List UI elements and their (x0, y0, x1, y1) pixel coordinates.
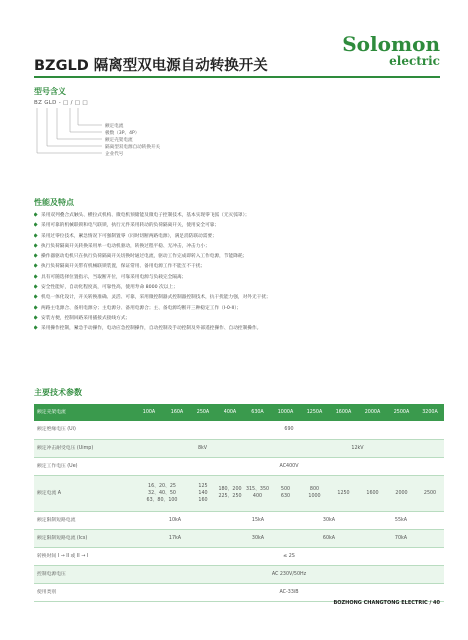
spec-label: 额定冲击耐受电压 (Uimp) (34, 439, 134, 457)
spec-value: AC 230V/50Hz (134, 565, 444, 583)
feature-item: 采用操作控制，紧急手动操作，电动应急控制操作，自动控制及手动控制及外部遥控操作、自动控制操作。 (34, 324, 444, 334)
spec-current: 1250A (300, 404, 329, 421)
spec-value: 16、20、25 32、40、50 63、80、100 (134, 475, 190, 511)
diamond-bullet-icon (34, 274, 38, 278)
spec-table (34, 404, 444, 602)
diamond-bullet-icon (34, 233, 38, 237)
spec-value: 12kV (271, 439, 444, 457)
spec-value: 1250 (329, 475, 358, 511)
spec-label: 使用类别 (34, 583, 134, 601)
spec-value: ≤ 2S (134, 547, 444, 565)
spec-current: 630A (244, 404, 271, 421)
spec-value: 70kA (358, 529, 444, 547)
feature-item: 机电一体化设计，开关转换准确、灵活、可靠，采用微控制器式控制器控制技术，抗干扰能力强，对外无干扰； (34, 293, 444, 303)
feature-item: 安全性能好，自动化程度高，可靠性高，使用寿命 8000 次以上； (34, 283, 444, 293)
feature-item: 执行负荷隔离开关带有机械联锁装置，保证常用、备用电源工作不能互不干扰； (34, 262, 444, 272)
spec-current: 1000A (271, 404, 300, 421)
spec-value: 125 140 160 (190, 475, 216, 511)
model-label: 极数（3P、4P） (105, 131, 140, 136)
spec-label: 控制电源电压 (34, 565, 134, 583)
model-code-tree (0, 0, 468, 200)
spec-value: 800 1000 (300, 475, 329, 511)
brand-name: Solomon (342, 32, 440, 56)
specs-heading: 主要技术参数 (34, 388, 82, 397)
spec-row-cat (34, 583, 444, 601)
model-heading: 型号含义 (34, 87, 66, 96)
spec-value: 55kA (358, 511, 444, 529)
spec-label: 额定限制短路电流 (34, 511, 134, 529)
diamond-bullet-icon (34, 254, 38, 258)
diamond-bullet-icon (34, 305, 38, 309)
spec-current: 3200A (416, 404, 444, 421)
feature-item: 两路主电源合、备用电源分；主电源分、备用电源合；主、备电源均断开三种稳定工作（I-0-II）； (34, 304, 444, 314)
diamond-bullet-icon (34, 264, 38, 268)
spec-value: 1600 (358, 475, 387, 511)
spec-row-in (34, 475, 444, 511)
model-label: 额定电流 (105, 124, 124, 129)
feature-item: 安装方便，控制回路采用插接式接线方式； (34, 314, 444, 324)
spec-row-ctrl (34, 565, 444, 583)
feature-item: 执行负荷隔离开关转换采用单一电动机驱动，转换过程平稳、无冲击，冲击力小； (34, 242, 444, 252)
diamond-bullet-icon (34, 295, 38, 299)
spec-label: 额定工作电压 (Ue) (34, 457, 134, 475)
spec-value: 2000 (387, 475, 416, 511)
spec-current: 400A (216, 404, 244, 421)
spec-value: AC400V (134, 457, 444, 475)
model-labels (105, 123, 160, 158)
spec-current: 1600A (329, 404, 358, 421)
diamond-bullet-icon (34, 315, 38, 319)
model-label: 企业代号 (105, 152, 124, 157)
diamond-bullet-icon (34, 243, 38, 247)
spec-row-ue (34, 457, 444, 475)
model-code: BZ GLD - □ / □ □ (34, 100, 88, 106)
feature-item: 采用双列叠合式触头、横拉式机构、微电机预储能及微电子控制技术，基本实现零飞弧（无灭弧罩）； (34, 211, 444, 221)
feature-item: 采用可靠的机械联锁和电气联锁，执行元件采用转动的负荷隔离开关，使用安全可靠； (34, 221, 444, 231)
page-footer: BOZHONG CHANGTONG ELECTRIC / 40 (333, 600, 440, 606)
features-list (34, 211, 444, 335)
feature-item: 操作器驱动电机只在执行负荷隔离开关切换时通过电流，驱动工作完成即转入工作电源，节能降耗； (34, 252, 444, 262)
spec-value: 30kA (300, 511, 358, 529)
diamond-bullet-icon (34, 223, 38, 227)
spec-value: 500 630 (271, 475, 300, 511)
spec-label: 额定限制短路电流 (Ics) (34, 529, 134, 547)
spec-value: 10kA (134, 511, 216, 529)
spec-label: 转换时间 I → II 或 II → I (34, 547, 134, 565)
spec-row-switch (34, 547, 444, 565)
spec-row-icw (34, 529, 444, 547)
spec-current: 100A (134, 404, 164, 421)
spec-value: 60kA (300, 529, 358, 547)
spec-row-icm (34, 511, 444, 529)
spec-current: 250A (190, 404, 216, 421)
feature-item: 具有可随选择位置指示，当取断开位，可靠采用电源与负载完全隔离； (34, 273, 444, 283)
feature-item: 采用过零位技术，紧急情况下可强制置零（同时切断两路电源），满足消防联动需要； (34, 232, 444, 242)
spec-value: 690 (134, 421, 444, 439)
brand-sub: electric (389, 54, 440, 68)
spec-current: 2000A (358, 404, 387, 421)
spec-row-uimp (34, 439, 444, 457)
spec-value: 17kA (134, 529, 216, 547)
spec-value: 8kV (134, 439, 271, 457)
spec-label: 额定电流 A (34, 475, 134, 511)
spec-current: 160A (164, 404, 190, 421)
model-label: 额定壳架电流 (105, 138, 133, 143)
spec-header-row (34, 404, 444, 421)
spec-value: 2500 (416, 475, 444, 511)
spec-current: 2500A (387, 404, 416, 421)
spec-label: 额定绝缘电压 (Ui) (34, 421, 134, 439)
page-title: BZGLD 隔离型双电源自动转换开关 (34, 58, 268, 74)
features-heading: 性能及特点 (34, 198, 74, 207)
diamond-bullet-icon (34, 212, 38, 216)
spec-value: 15kA (216, 511, 300, 529)
spec-row-ui (34, 421, 444, 439)
spec-value: 315、350 400 (244, 475, 271, 511)
spec-value: 30kA (216, 529, 300, 547)
spec-header-label: 额定壳架电流 (34, 404, 134, 421)
spec-value: AC-33iB (134, 583, 444, 601)
spec-value: 180、200 225、250 (216, 475, 244, 511)
model-label: 隔离型双电源自动转换开关 (105, 145, 161, 150)
diamond-bullet-icon (34, 284, 38, 288)
diamond-bullet-icon (34, 326, 38, 330)
